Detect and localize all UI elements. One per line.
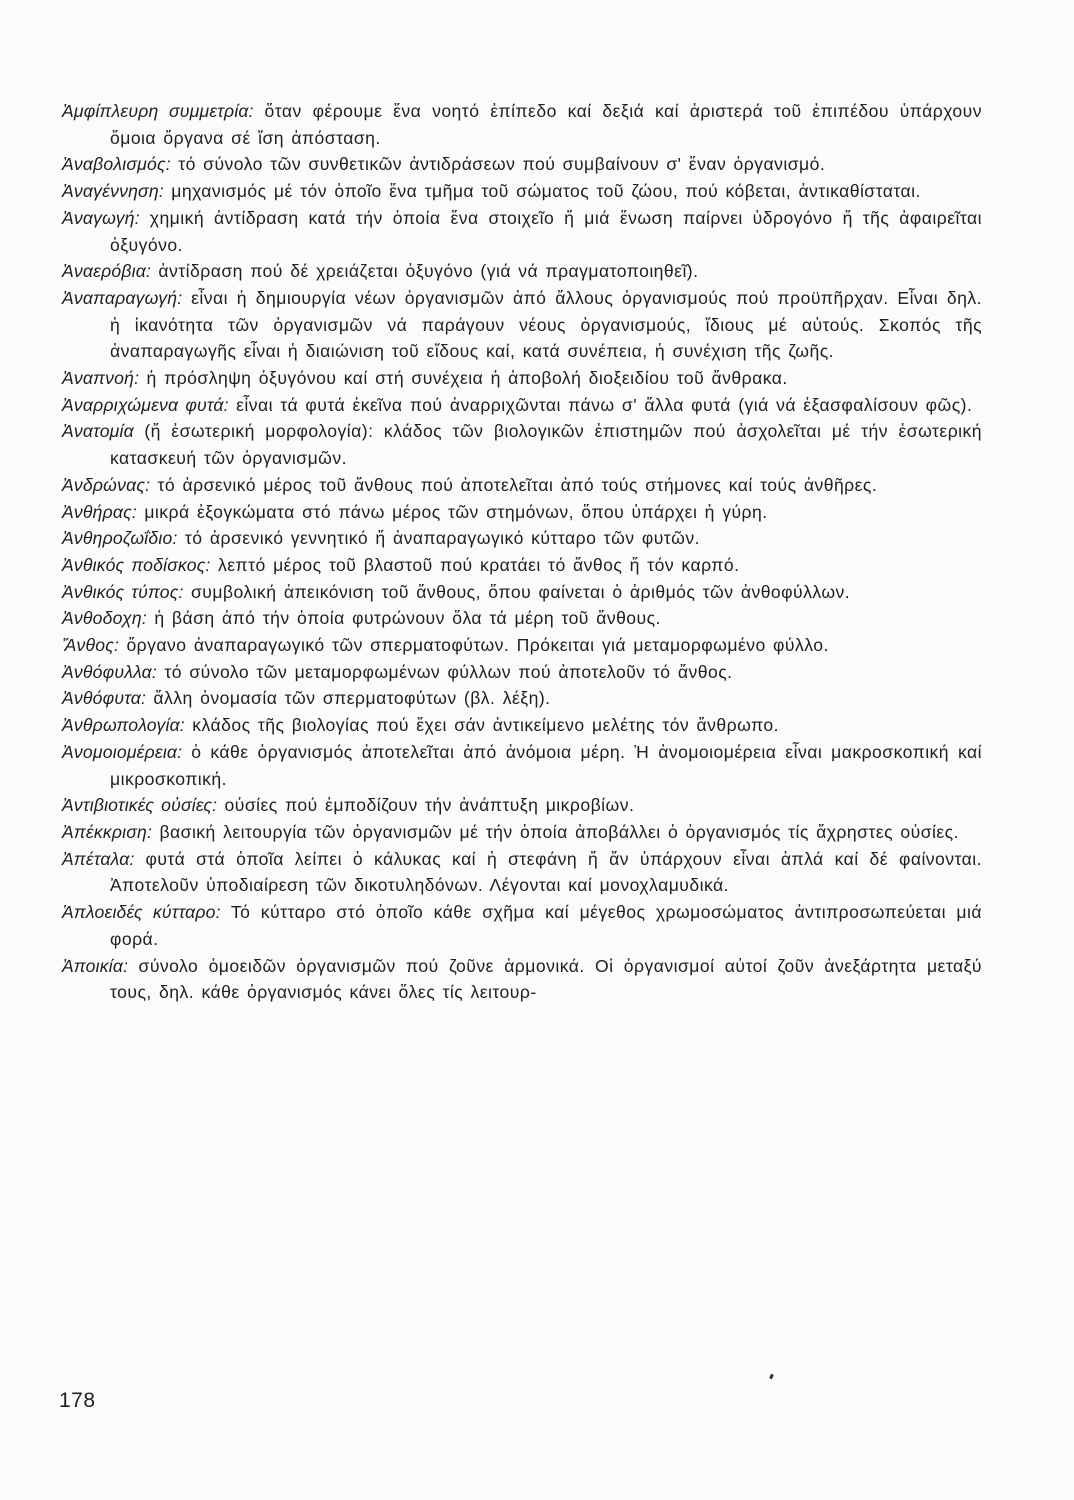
entry-term: Ἀπέταλα: bbox=[62, 848, 135, 869]
print-speck bbox=[769, 1374, 774, 1380]
entry-term: Ἀναβολισμός: bbox=[62, 154, 171, 175]
glossary-entry bbox=[62, 632, 982, 659]
glossary-entry bbox=[62, 285, 982, 365]
entry-definition: σύνολο ὁμοειδῶν ὀργανισμῶν πού ζοῦνε ἁρμονικά. Οἱ ὀργανισμοί αὐτοί ζοῦν ἀνεξάρτητα μεταξύ τους, δηλ. κάθε ὀργανισμός κάνει ὅλες τίς λειτουρ- bbox=[110, 955, 982, 1003]
entry-definition: ἀντίδραση πού δέ χρειάζεται ὀξυγόνο (γιά νά πραγματοποιηθεῖ). bbox=[158, 261, 699, 282]
glossary-entry bbox=[62, 605, 982, 632]
entry-term: Ἀναγωγή: bbox=[62, 207, 140, 228]
glossary-entry bbox=[62, 151, 982, 178]
page-number: 178 bbox=[59, 1389, 96, 1412]
entry-definition: βασική λειτουργία τῶν ὀργανισμῶν μέ τήν ὁποία ἀποβάλλει ὁ ὀργανισμός τίς ἄχρηστες οὐσίες. bbox=[159, 821, 959, 842]
glossary-entry bbox=[62, 258, 982, 285]
entry-term: Ἀνθοδοχη: bbox=[62, 608, 147, 629]
glossary-entry bbox=[62, 659, 982, 686]
glossary-entry bbox=[62, 525, 982, 552]
glossary-entry bbox=[62, 579, 982, 606]
entry-definition: τό σύνολο τῶν συνθετικῶν ἀντιδράσεων πού συμβαίνουν σ' ἕναν ὀργανισμό. bbox=[178, 154, 826, 175]
entry-definition: εἶναι τά φυτά ἐκεῖνα πού ἀναρριχῶνται πάνω σ' ἄλλα φυτά (γιά νά ἐξασφαλίσουν φῶς). bbox=[236, 394, 973, 415]
entry-definition: οὐσίες πού ἐμποδίζουν τήν ἀνάπτυξη μικροβίων. bbox=[224, 795, 635, 816]
entry-term: Ἁπλοειδές κύτταρο: bbox=[62, 902, 221, 923]
entry-definition: τό ἀρσενικό γεννητικό ἤ ἀναπαραγωγικό κύτταρο τῶν φυτῶν. bbox=[184, 528, 700, 549]
glossary-entry bbox=[62, 392, 982, 419]
glossary-entry bbox=[62, 739, 982, 792]
entry-term: Ἄνθος: bbox=[62, 635, 120, 656]
entry-term: Ἀναπαραγωγή: bbox=[62, 287, 183, 308]
entry-definition: ἄλλη ὀνομασία τῶν σπερματοφύτων (βλ. λέξη). bbox=[153, 688, 551, 709]
entry-term: Ἀντιβιοτικές οὐσίες: bbox=[62, 795, 218, 816]
glossary-entry bbox=[62, 365, 982, 392]
entry-definition: ὄργανο ἀναπαραγωγικό τῶν σπερματοφύτων. Πρόκειται γιά μεταμορφωμένο φύλλο. bbox=[126, 635, 829, 656]
entry-definition: μικρά ἐξογκώματα στό πάνω μέρος τῶν στημόνων, ὅπου ὑπάρχει ἡ γύρη. bbox=[144, 501, 768, 522]
entry-definition: τό ἀρσενικό μέρος τοῦ ἄνθους πού ἀποτελεῖται ἀπό τούς στήμονες καί τούς ἀνθῆρες. bbox=[157, 474, 878, 495]
entry-term: Ἀναγέννηση: bbox=[62, 181, 164, 202]
entry-definition: ἡ πρόσληψη ὀξυγόνου καί στή συνέχεια ἡ ἀποβολή διοξειδίου τοῦ ἄνθρακα. bbox=[146, 368, 788, 389]
glossary-entry bbox=[62, 98, 982, 151]
entry-definition: λεπτό μέρος τοῦ βλαστοῦ πού κρατάει τό ἄνθος ἤ τόν καρπό. bbox=[217, 554, 740, 575]
entry-term: Ἀνθηροζωΐδιο: bbox=[62, 528, 178, 549]
glossary-entry bbox=[62, 846, 982, 899]
entry-term: Ἀναπνοή: bbox=[62, 368, 140, 389]
entry-definition: (ἤ ἐσωτερική μορφολογία): κλάδος τῶν βιολογικῶν ἐπιστημῶν πού ἀσχολεῖται μέ τήν ἐσωτερική κατασκευή τῶν ὀργανισμῶν. bbox=[110, 421, 982, 469]
entry-term: Ἀνθικός ποδίσκος: bbox=[62, 554, 211, 575]
entry-term: Ἀναρριχώμενα φυτά: bbox=[62, 394, 229, 415]
entry-definition: εἶναι ἡ δημιουργία νέων ὀργανισμῶν ἀπό ἄλλους ὀργανισμούς πού προϋπῆρχαν. Εἶναι δηλ. ἡ ἱκανότητα τῶν ὀργανισμῶν νά παράγουν νέους ὀργανισμούς, ἴδιους μέ αὐτούς. Σκοπός τῆς ἀναπαραγωγῆς εἶναι ἡ διαιώνιση τοῦ εἴδους καί, κατά συνέπεια, ἡ συνέχιση τῆς ζωῆς. bbox=[110, 287, 982, 362]
entry-definition: ἡ βάση ἀπό τήν ὁποία φυτρώνουν ὅλα τά μέρη τοῦ ἄνθους. bbox=[154, 608, 661, 629]
entry-definition: Τό κύτταρο στό ὁποῖο κάθε σχῆμα καί μέγεθος χρωμοσώματος ἀντιπροσωπεύεται μιά φορά. bbox=[110, 902, 982, 949]
entry-term: Ἀποικία: bbox=[62, 955, 129, 976]
glossary-entry bbox=[62, 499, 982, 526]
entry-term: Ἀνομοιομέρεια: bbox=[62, 741, 183, 762]
entry-term: Ἀνθόφυτα: bbox=[62, 688, 147, 709]
glossary-entry bbox=[62, 899, 982, 952]
glossary-entry bbox=[62, 205, 982, 258]
glossary-entry bbox=[62, 792, 982, 819]
entry-term: Ἀνθικός τύπος: bbox=[62, 581, 184, 602]
entry-term: Ἀνατομία bbox=[62, 421, 134, 442]
entry-term: Ἀνθόφυλλα: bbox=[62, 661, 158, 682]
glossary-entry bbox=[62, 819, 982, 846]
entry-term: Ἀναερόβια: bbox=[62, 261, 152, 282]
entry-term: Ἀπέκκριση: bbox=[62, 821, 153, 842]
entry-definition: τό σύνολο τῶν μεταμορφωμένων φύλλων πού ἀποτελοῦν τό ἄνθος. bbox=[164, 661, 733, 682]
glossary-entry bbox=[62, 472, 982, 499]
entry-term: Ἀνδρώνας: bbox=[62, 474, 151, 495]
entry-definition: ὁ κάθε ὀργανισμός ἀποτελεῖται ἀπό ἀνόμοια μέρη. Ἡ ἀνομοιομέρεια εἶναι μακροσκοπική καί μικροσκοπική. bbox=[110, 741, 982, 789]
glossary-entry bbox=[62, 685, 982, 712]
glossary-entry bbox=[62, 953, 982, 1006]
glossary-entry bbox=[62, 418, 982, 471]
entry-term: Ἀνθήρας: bbox=[62, 501, 137, 522]
glossary-entry bbox=[62, 552, 982, 579]
entry-definition: ὅταν φέρουμε ἕνα νοητό ἐπίπεδο καί δεξιά καί ἀριστερά τοῦ ἐπιπέδου ὑπάρχουν ὅμοια ὄργανα σέ ἴση ἀπόσταση. bbox=[110, 101, 982, 148]
entry-definition: συμβολική ἀπεικόνιση τοῦ ἄνθους, ὅπου φαίνεται ὁ ἀριθμός τῶν ἀνθοφύλλων. bbox=[190, 581, 851, 602]
entry-definition: χημική ἀντίδραση κατά τήν ὁποία ἕνα στοιχεῖο ἤ μιά ἕνωση παίρνει ὑδρογόνο ἤ τῆς ἀφαιρεῖται ὀξυγόνο. bbox=[110, 207, 982, 255]
entry-definition: φυτά στά ὁποῖα λείπει ὁ κάλυκας καί ἡ στεφάνη ἤ ἄν ὑπάρχουν εἶναι ἁπλά καί δέ φαίνονται. Ἀποτελοῦν ὑποδιαίρεση τῶν δικοτυληδόνων. Λέγονται καί μονοχλαμυδικά. bbox=[110, 848, 982, 896]
entry-term: Ἀνθρωπολογία: bbox=[62, 715, 185, 736]
entry-definition: κλάδος τῆς βιολογίας πού ἔχει σάν ἀντικείμενο μελέτης τόν ἄνθρωπο. bbox=[192, 715, 779, 736]
entry-term: Ἀμφίπλευρη συμμετρία: bbox=[62, 101, 254, 121]
glossary-entry bbox=[62, 178, 982, 205]
glossary-entry bbox=[62, 712, 982, 739]
glossary-page bbox=[62, 98, 982, 1006]
entry-definition: μηχανισμός μέ τόν ὁποῖο ἕνα τμῆμα τοῦ σώματος τοῦ ζώου, πού κόβεται, ἀντικαθίσταται. bbox=[171, 181, 921, 202]
